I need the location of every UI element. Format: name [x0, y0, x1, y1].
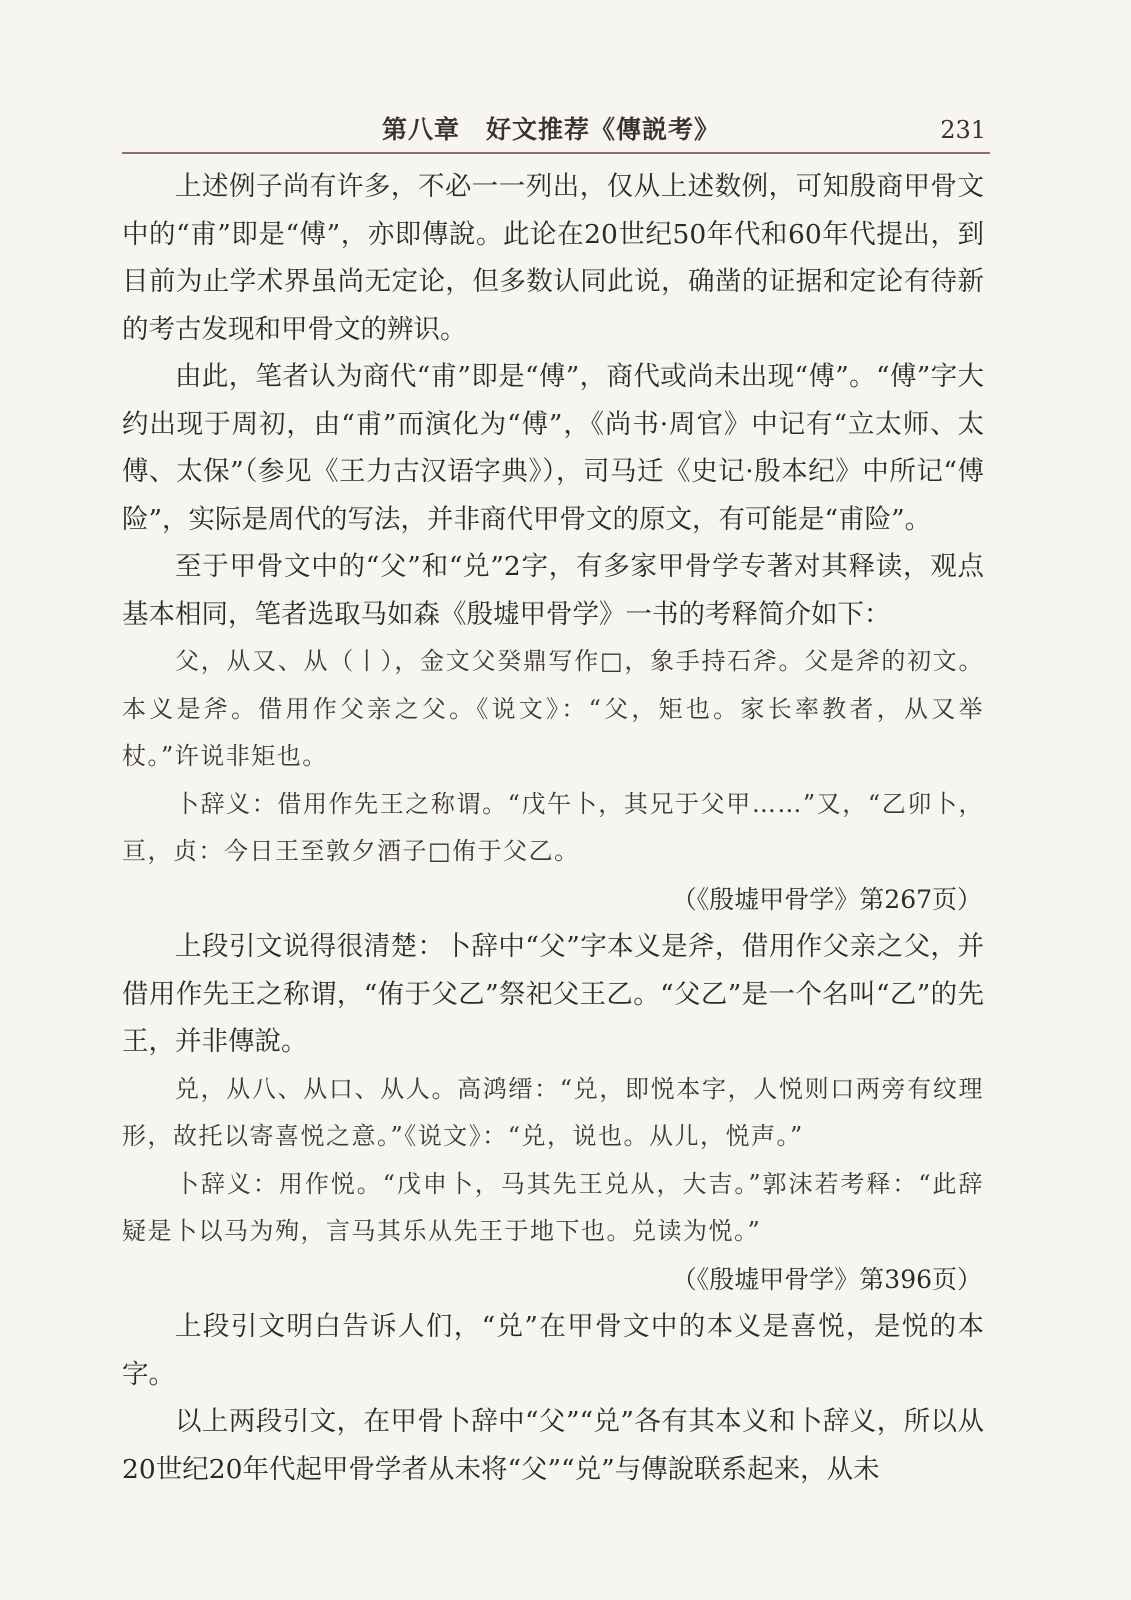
citation-2: （《殷墟甲骨学》第396页） — [671, 1264, 982, 1294]
paragraph-2: 由此，笔者认为商代“甫”即是“傅”，商代或尚未出现“傅”。“傅”字大约出现于周初，由“甫”而演化为“傅”，《尚书·周官》中记有“立太师、太傅、太保”（参见《王力古汉语字典》），司马迁《史记·殷本纪》中所记“傅险”，实际是周代的写法，并非商代甲骨文的原文，有可能是“甫险”。 — [122, 361, 984, 535]
paragraph-3: 至于甲骨文中的“父”和“兑”2字，有多家甲骨学专著对其释读，观点基本相同，笔者选取马如森《殷墟甲骨学》一书的考释简介如下： — [122, 551, 984, 630]
chapter-title: 第八章 好文推荐《傳説考》 — [382, 115, 721, 144]
running-header — [122, 104, 990, 154]
header-rule — [122, 152, 990, 154]
quote-dui-definition: 兑，从八、从口、从人。高鸿缙：“兑，即悦本字，人悦则口两旁有纹理形，故托以寄喜悦之意。”《说文》：“兑，说也。从儿，悦声。” — [122, 1074, 984, 1150]
paragraph-4: 上段引文说得很清楚：卜辞中“父”字本义是斧，借用作父亲之父，并借用作先王之称谓，“侑于父乙”祭祀父王乙。“父乙”是一个名叫“乙”的先王，并非傳說。 — [122, 931, 984, 1057]
paragraph-5: 上段引文明白告诉人们，“兑”在甲骨文中的本义是喜悦，是悦的本字。 — [122, 1311, 984, 1390]
paragraph-1: 上述例子尚有许多，不必一一列出，仅从上述数例，可知殷商甲骨文中的“甫”即是“傅”，亦即傳說。此论在20世纪50年代和60年代提出，到目前为止学术界虽尚无定论，但多数认同此说，确凿的证据和定论有待新的考古发现和甲骨文的辨识。 — [122, 171, 984, 345]
quote-fu-definition: 父，从又、从（丨），金文父癸鼎写作□，象手持石斧。父是斧的初文。本义是斧。借用作父亲之父。《说文》：“父，矩也。家长率教者，从又举杖。”许说非矩也。 — [122, 647, 984, 770]
page-number: 231 — [940, 116, 986, 144]
paragraph-6: 以上两段引文，在甲骨卜辞中“父”“兑”各有其本义和卜辞义，所以从20世纪20年代起甲骨学者从未将“父”“兑”与傳說联系起来，从未 — [122, 1406, 984, 1485]
quote-dui-divination: 卜辞义：用作悦。“戊申卜，马其先王兑从，大吉。”郭沫若考释：“此辞疑是卜以马为殉，言马其乐从先王于地下也。兑读为悦。” — [122, 1169, 984, 1245]
page-body — [122, 163, 984, 1493]
citation-1: （《殷墟甲骨学》第267页） — [671, 884, 982, 914]
quote-fu-divination: 卜辞义：借用作先王之称谓。“戊午卜，其兄于父甲……”又，“乙卯卜，亘，贞：今日王至敦夕酒子□侑于父乙。 — [122, 789, 984, 865]
